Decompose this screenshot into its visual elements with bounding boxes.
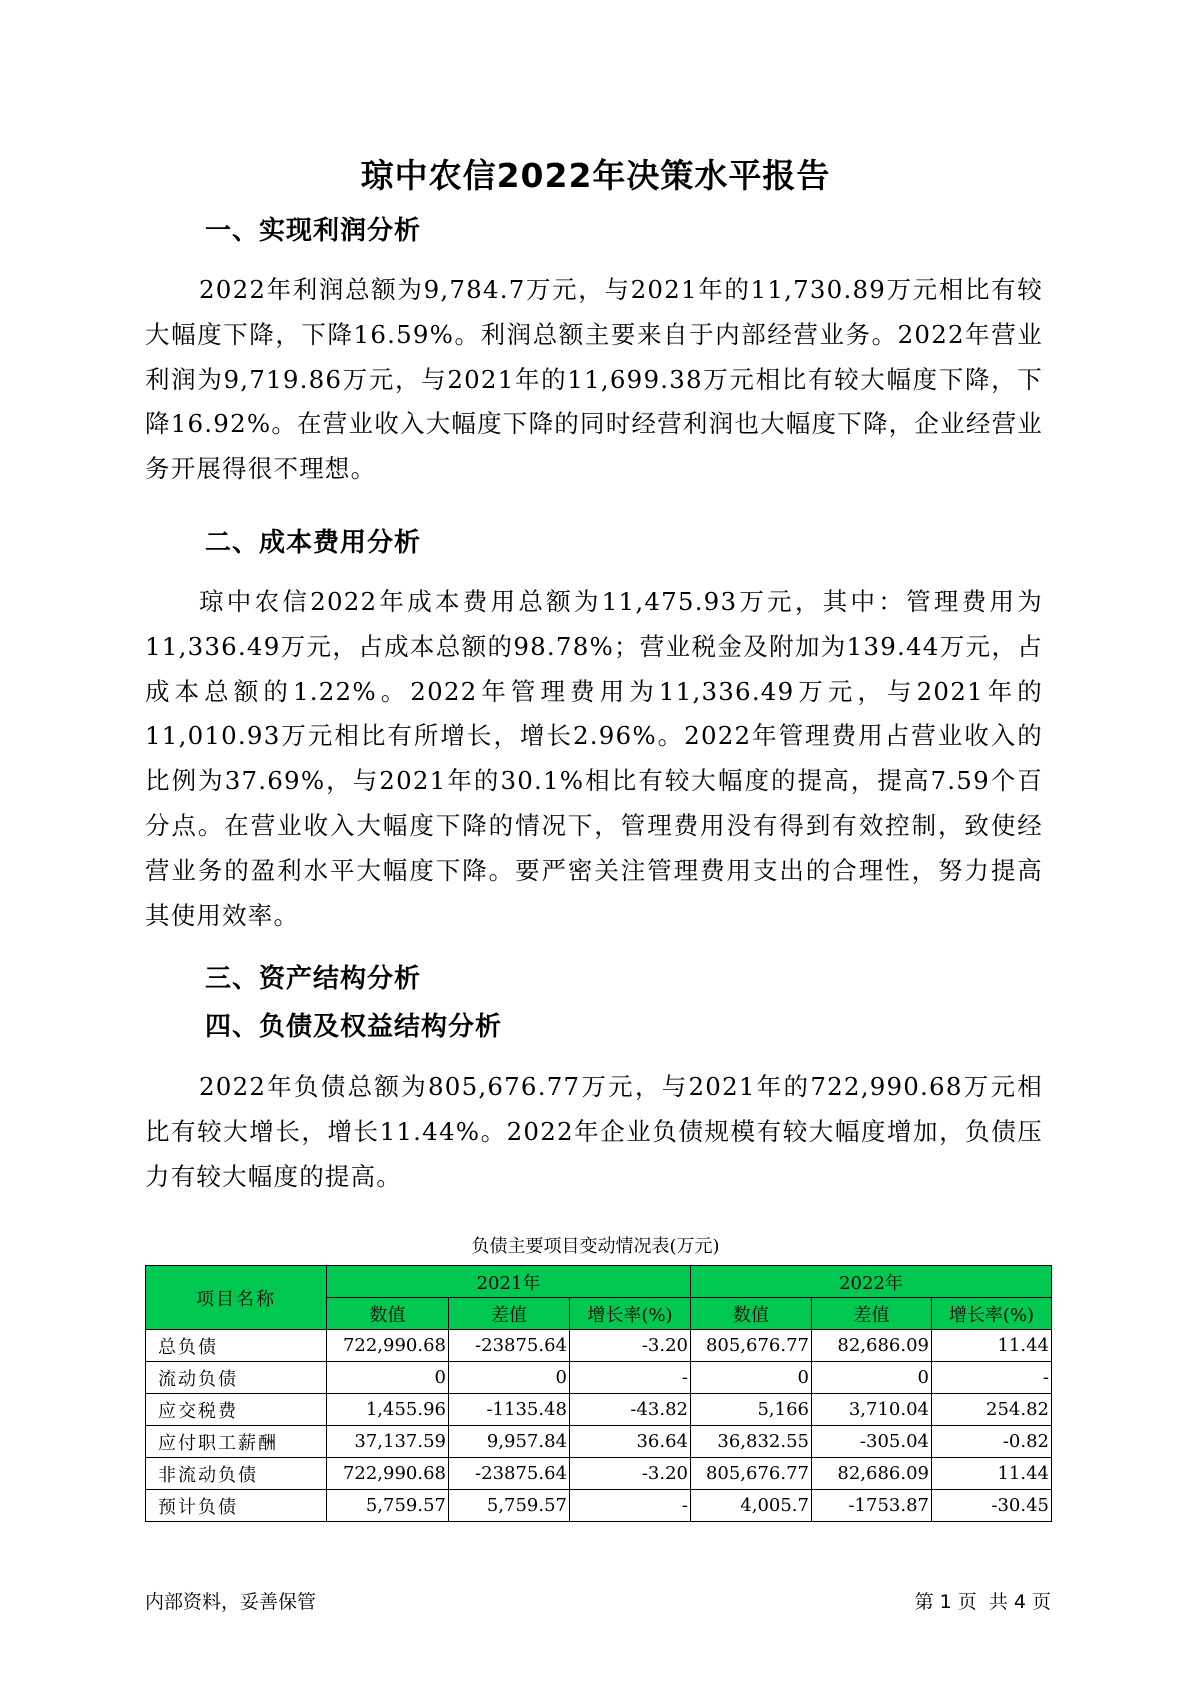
table-header-value-2022: 数值 bbox=[691, 1298, 812, 1330]
table-header-diff-2021: 差值 bbox=[449, 1298, 570, 1330]
table-cell: 82,686.09 bbox=[812, 1330, 932, 1362]
document-title: 琼中农信2022年决策水平报告 bbox=[360, 156, 831, 195]
table-header-item-name: 项目名称 bbox=[146, 1266, 327, 1330]
table-cell: -43.82 bbox=[570, 1394, 691, 1426]
section-paragraph-profit: 2022年利润总额为9,784.7万元，与2021年的11,730.89万元相比有较大幅度下降，下降16.59%。利润总额主要来自于内部经营业务。2022年营业利润为9,719.86万元，与2021年的11,699.38万元相比有较大幅度下降，下降16.92%。在营业收入大幅度下降的同时经营利润也大幅度下降，企业经营业务开展得很不理想。 bbox=[145, 275, 1043, 484]
table-cell: 0 bbox=[691, 1362, 812, 1394]
section-heading-assets: 三、资产结构分析 bbox=[205, 964, 422, 994]
table-cell: 36.64 bbox=[570, 1426, 691, 1458]
table-header-diff-2022: 差值 bbox=[812, 1298, 932, 1330]
table-cell: 254.82 bbox=[932, 1394, 1052, 1426]
table-cell-item-name: 非流动负债 bbox=[146, 1458, 327, 1490]
table-cell: -3.20 bbox=[570, 1458, 691, 1490]
section-paragraph-cost: 琼中农信2022年成本费用总额为11,475.93万元，其中：管理费用为11,336.49万元，占成本总额的98.78%；营业税金及附加为139.44万元，占成本总额的1.22%。2022年管理费用为11,336.49万元，与2021年的11,010.93万元相比有所增长，增长2.96%。2022年管理费用占营业收入的比例为37.69%，与2021年的30.1%相比有较大幅度的提高，提高7.59个百分点。在营业收入大幅度下降的情况下，管理费用没有得到有效控制，致使经营业务的盈利水平大幅度下降。要严密关注管理费用支出的合理性，努力提高其使用效率。 bbox=[145, 587, 1043, 930]
section-paragraph-liabilities: 2022年负债总额为805,676.77万元，与2021年的722,990.68万元相比有较大增长，增长11.44%。2022年企业负债规模有较大幅度增加，负债压力有较大幅度的提高。 bbox=[145, 1072, 1043, 1191]
table-cell-item-name: 应付职工薪酬 bbox=[146, 1426, 327, 1458]
table-cell: 3,710.04 bbox=[812, 1394, 932, 1426]
table-cell: -1753.87 bbox=[812, 1490, 932, 1522]
footer-confidential-note: 内部资料，妥善保管 bbox=[145, 1591, 317, 1613]
section-heading-liabilities: 四、负债及权益结构分析 bbox=[205, 1012, 503, 1042]
table-cell: 82,686.09 bbox=[812, 1458, 932, 1490]
footer-page-number: 第 1 页 共 4 页 bbox=[914, 1591, 1051, 1613]
table-header-row-years bbox=[146, 1266, 1052, 1298]
table-header-growth-2022: 增长率(%) bbox=[932, 1298, 1052, 1330]
table-header-growth-2021: 增长率(%) bbox=[570, 1298, 691, 1330]
table-cell: -305.04 bbox=[812, 1426, 932, 1458]
table-cell: 37,137.59 bbox=[327, 1426, 449, 1458]
table-cell: -1135.48 bbox=[449, 1394, 570, 1426]
table-cell: 805,676.77 bbox=[691, 1330, 812, 1362]
table-cell: - bbox=[570, 1362, 691, 1394]
table-cell: 722,990.68 bbox=[327, 1330, 449, 1362]
table-cell: 36,832.55 bbox=[691, 1426, 812, 1458]
table-header-year-2022: 2022年 bbox=[691, 1266, 1052, 1298]
table-cell: -23875.64 bbox=[449, 1330, 570, 1362]
table-cell: -3.20 bbox=[570, 1330, 691, 1362]
table-cell: - bbox=[570, 1490, 691, 1522]
table-caption: 负债主要项目变动情况表(万元) bbox=[471, 1236, 720, 1257]
table-cell: 722,990.68 bbox=[327, 1458, 449, 1490]
table-cell-item-name: 预计负债 bbox=[146, 1490, 327, 1522]
section-heading-profit: 一、实现利润分析 bbox=[205, 216, 422, 246]
table-cell: 1,455.96 bbox=[327, 1394, 449, 1426]
table-cell: -0.82 bbox=[932, 1426, 1052, 1458]
table-cell: 0 bbox=[812, 1362, 932, 1394]
table-cell: 11.44 bbox=[932, 1330, 1052, 1362]
table-cell: 5,166 bbox=[691, 1394, 812, 1426]
table-cell: 9,957.84 bbox=[449, 1426, 570, 1458]
table-row bbox=[146, 1394, 1052, 1426]
table-cell: 805,676.77 bbox=[691, 1458, 812, 1490]
table-cell: -23875.64 bbox=[449, 1458, 570, 1490]
table-row bbox=[146, 1330, 1052, 1362]
table-header-value-2021: 数值 bbox=[327, 1298, 449, 1330]
table-cell: 11.44 bbox=[932, 1458, 1052, 1490]
table-row bbox=[146, 1362, 1052, 1394]
table-cell-item-name: 流动负债 bbox=[146, 1362, 327, 1394]
table-cell: -30.45 bbox=[932, 1490, 1052, 1522]
table-cell: 0 bbox=[327, 1362, 449, 1394]
table-cell: 0 bbox=[449, 1362, 570, 1394]
table-cell: 5,759.57 bbox=[327, 1490, 449, 1522]
table-cell: 5,759.57 bbox=[449, 1490, 570, 1522]
table-cell: 4,005.7 bbox=[691, 1490, 812, 1522]
table-cell-item-name: 应交税费 bbox=[146, 1394, 327, 1426]
table-row bbox=[146, 1426, 1052, 1458]
section-heading-cost: 二、成本费用分析 bbox=[205, 528, 422, 558]
table-cell-item-name: 总负债 bbox=[146, 1330, 327, 1362]
table-header-year-2021: 2021年 bbox=[327, 1266, 691, 1298]
table-cell: - bbox=[932, 1362, 1052, 1394]
liabilities-table bbox=[145, 1265, 1052, 1522]
table-row bbox=[146, 1490, 1052, 1522]
table-row bbox=[146, 1458, 1052, 1490]
